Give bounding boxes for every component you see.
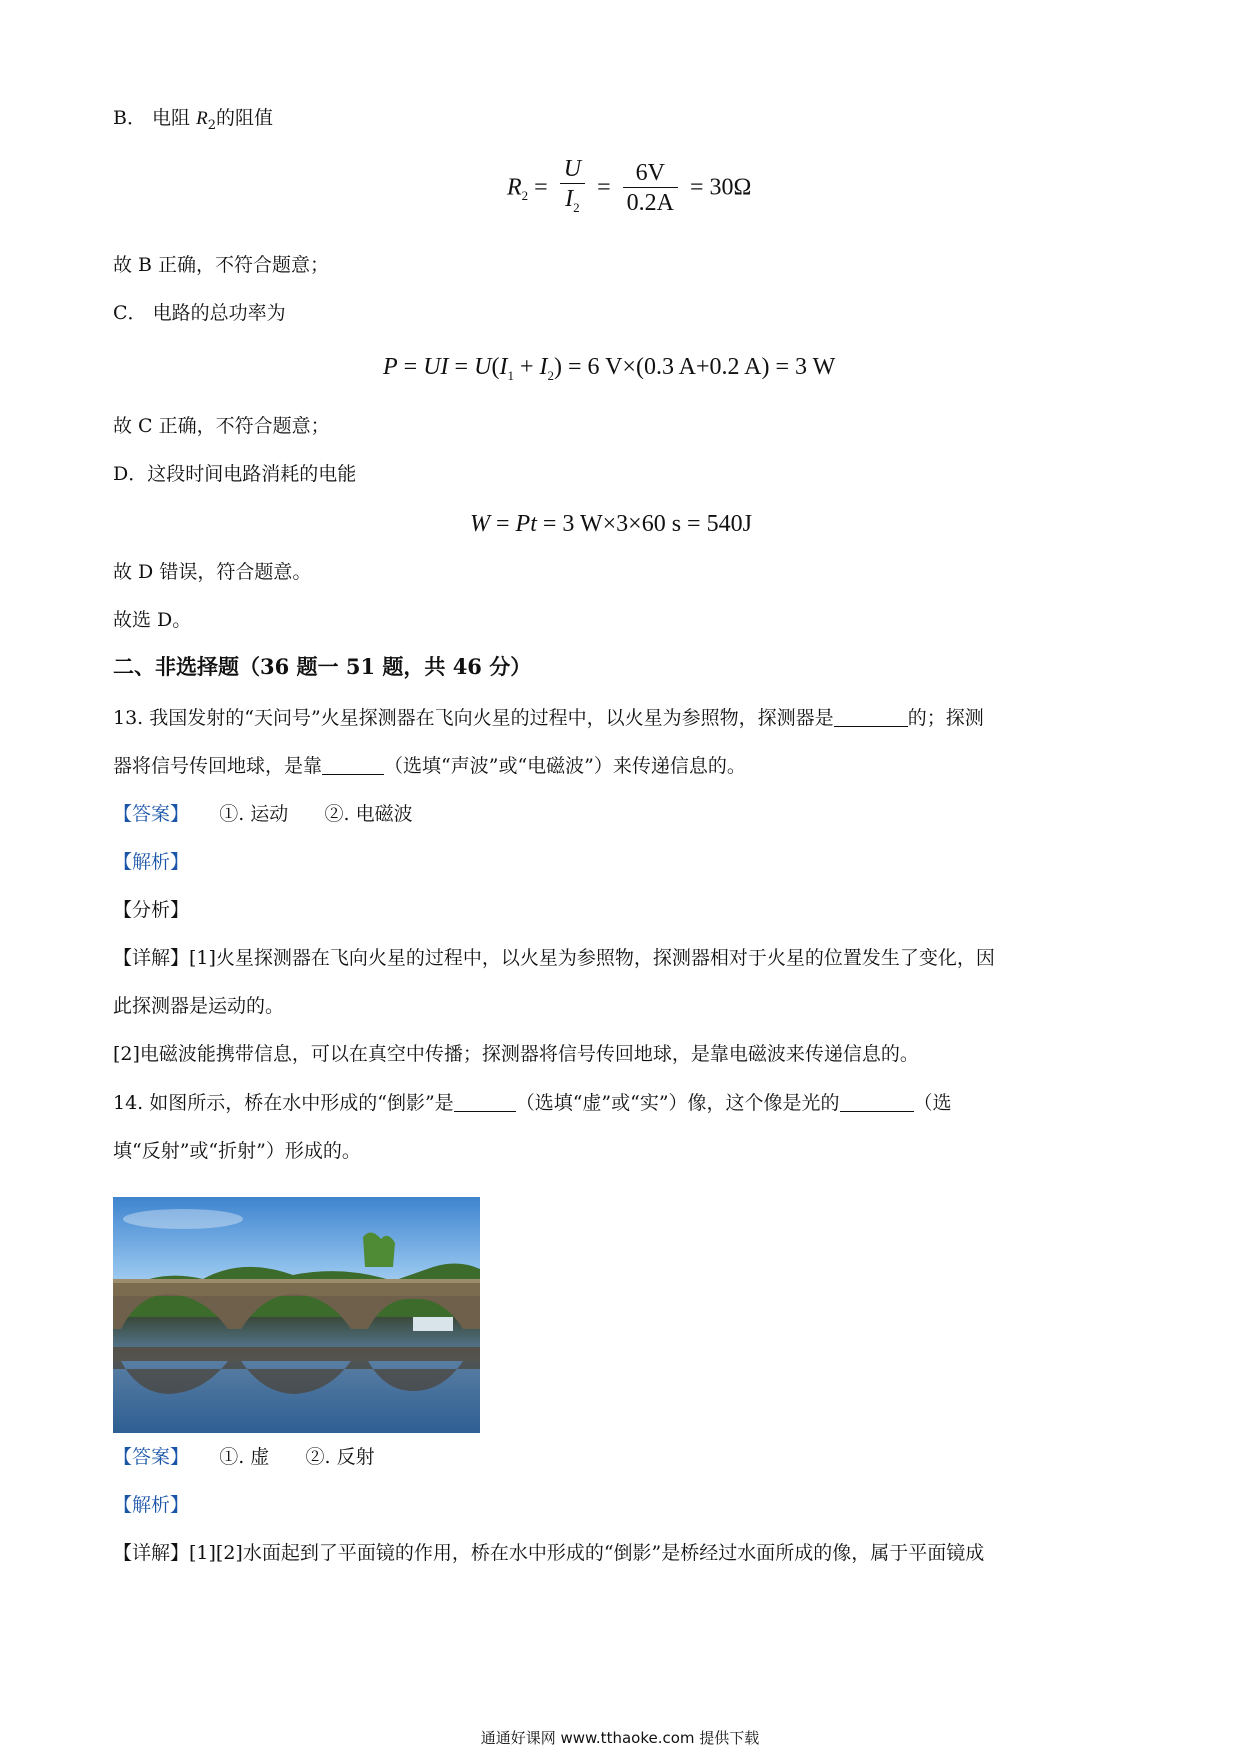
q14-text: （选 (913, 1092, 952, 1114)
option-c-intro: C． 电路的总功率为 (113, 302, 286, 324)
q14-text: （选填“虚”或“实”）像，这个像是光的 (515, 1092, 840, 1114)
variable: R (196, 108, 208, 129)
page-footer[interactable]: 通通好课网 www.tthaoke.com 提供下载 (480, 1729, 760, 1747)
answer-blank (454, 1091, 516, 1112)
q14-line2: 填“反射”或“折射”）形成的。 (113, 1140, 361, 1162)
eq-sub: 2 (547, 367, 554, 383)
eq-part: I (539, 354, 548, 380)
q13-detail-line1 (113, 944, 995, 972)
denominator: I (565, 186, 574, 212)
eq-part: UI (423, 354, 449, 380)
eq-part: = (397, 354, 424, 380)
answer-text: ①. 虚 ②. 反射 (219, 1446, 375, 1468)
bridge-reflection-photo (113, 1197, 480, 1433)
eq-sign: = (534, 174, 548, 201)
q13-text: （选填“声波”或“电磁波”）来传递信息的。 (384, 755, 746, 777)
eq-lhs-sub: 2 (521, 188, 529, 204)
eq-part: = (448, 354, 475, 380)
q13-text: 器将信号传回地球，是靠 (113, 755, 323, 777)
eq-lhs: R (507, 174, 522, 201)
variable-sub: 2 (207, 117, 216, 133)
eq-sub: 1 (507, 367, 514, 383)
eq-part: W (470, 511, 490, 537)
eq-sign: = (597, 174, 611, 201)
equation-energy (470, 509, 752, 539)
q14-line1 (113, 1089, 952, 1117)
eq-part: Pt (515, 511, 537, 537)
intro-suffix: 的阻值 (215, 107, 273, 129)
option-d-conclusion: 故 D 错误，符合题意。 (113, 561, 312, 583)
option-label: B． (113, 107, 146, 129)
eq-result: = 30Ω (689, 174, 752, 201)
q13-line1 (113, 704, 984, 732)
final-choice: 故选 D。 (113, 609, 192, 631)
detail-tag: 【详解】 (113, 947, 190, 969)
denominator-sub: 2 (573, 199, 580, 215)
eq-part: I (499, 354, 508, 380)
eq-part: ) = 6 V×(0.3 A+0.2 A) = 3 W (553, 354, 836, 380)
q13-analysis-tag: 【解析】 (113, 851, 190, 873)
eq-part: U (474, 354, 492, 380)
option-b-intro (113, 104, 273, 140)
eq-part: = (490, 511, 516, 537)
q13-line2 (113, 752, 746, 780)
eq-part: ( (491, 354, 500, 380)
detail-text: [1][2]水面起到了平面镜的作用，桥在水中形成的“倒影”是桥经过水面所成的像，属于平面镜成 (189, 1542, 985, 1564)
equation-r2 (507, 155, 751, 223)
bridge-photo-illustration (113, 1197, 480, 1433)
q13-text: 13. 我国发射的“天问号”火星探测器在飞向火星的过程中，以火星为参照物，探测器是 (113, 707, 834, 729)
answer-tag: 【答案】 (113, 1446, 190, 1468)
q13-fenxi-tag: 【分析】 (113, 899, 190, 921)
eq-part: + (513, 354, 540, 380)
numerator: 6V (623, 159, 678, 188)
answer-blank (834, 706, 908, 727)
q13-detail-line2: 此探测器是运动的。 (113, 995, 285, 1017)
q14-answer (113, 1443, 375, 1471)
eq-part: = 3 W×3×60 s = 540J (536, 511, 752, 537)
numerator: U (560, 155, 585, 184)
q13-text: 的；探测 (907, 707, 984, 729)
equation-power (383, 352, 835, 391)
detail-text: [1]火星探测器在飞向火星的过程中，以火星为参照物，探测器相对于火星的位置发生了变化，因 (189, 947, 995, 969)
option-c-conclusion: 故 C 正确，不符合题意； (113, 415, 330, 437)
answer-blank (840, 1091, 914, 1112)
q14-analysis-tag: 【解析】 (113, 1494, 190, 1516)
q13-answer (113, 800, 413, 828)
detail-tag: 【详解】 (113, 1542, 190, 1564)
denominator: 0.2A (626, 190, 674, 217)
answer-text: ①. 运动 ②. 电磁波 (219, 803, 413, 825)
answer-tag: 【答案】 (113, 803, 190, 825)
q14-detail-line1 (113, 1539, 984, 1567)
eq-part: P (383, 354, 398, 380)
option-d-intro: D．这段时间电路消耗的电能 (113, 463, 357, 485)
section-heading: 二、非选择题（36 题一 51 题，共 46 分） (113, 654, 532, 679)
fraction-u-i (560, 155, 585, 223)
intro-text: 电阻 (152, 107, 191, 129)
fraction-values (623, 159, 678, 218)
q14-text: 14. 如图所示，桥在水中形成的“倒影”是 (113, 1092, 454, 1114)
q13-detail-line3: [2]电磁波能携带信息，可以在真空中传播；探测器将信号传回地球，是靠电磁波来传递信息的。 (113, 1043, 919, 1065)
answer-blank (322, 754, 384, 775)
option-b-conclusion: 故 B 正确，不符合题意； (113, 254, 330, 276)
